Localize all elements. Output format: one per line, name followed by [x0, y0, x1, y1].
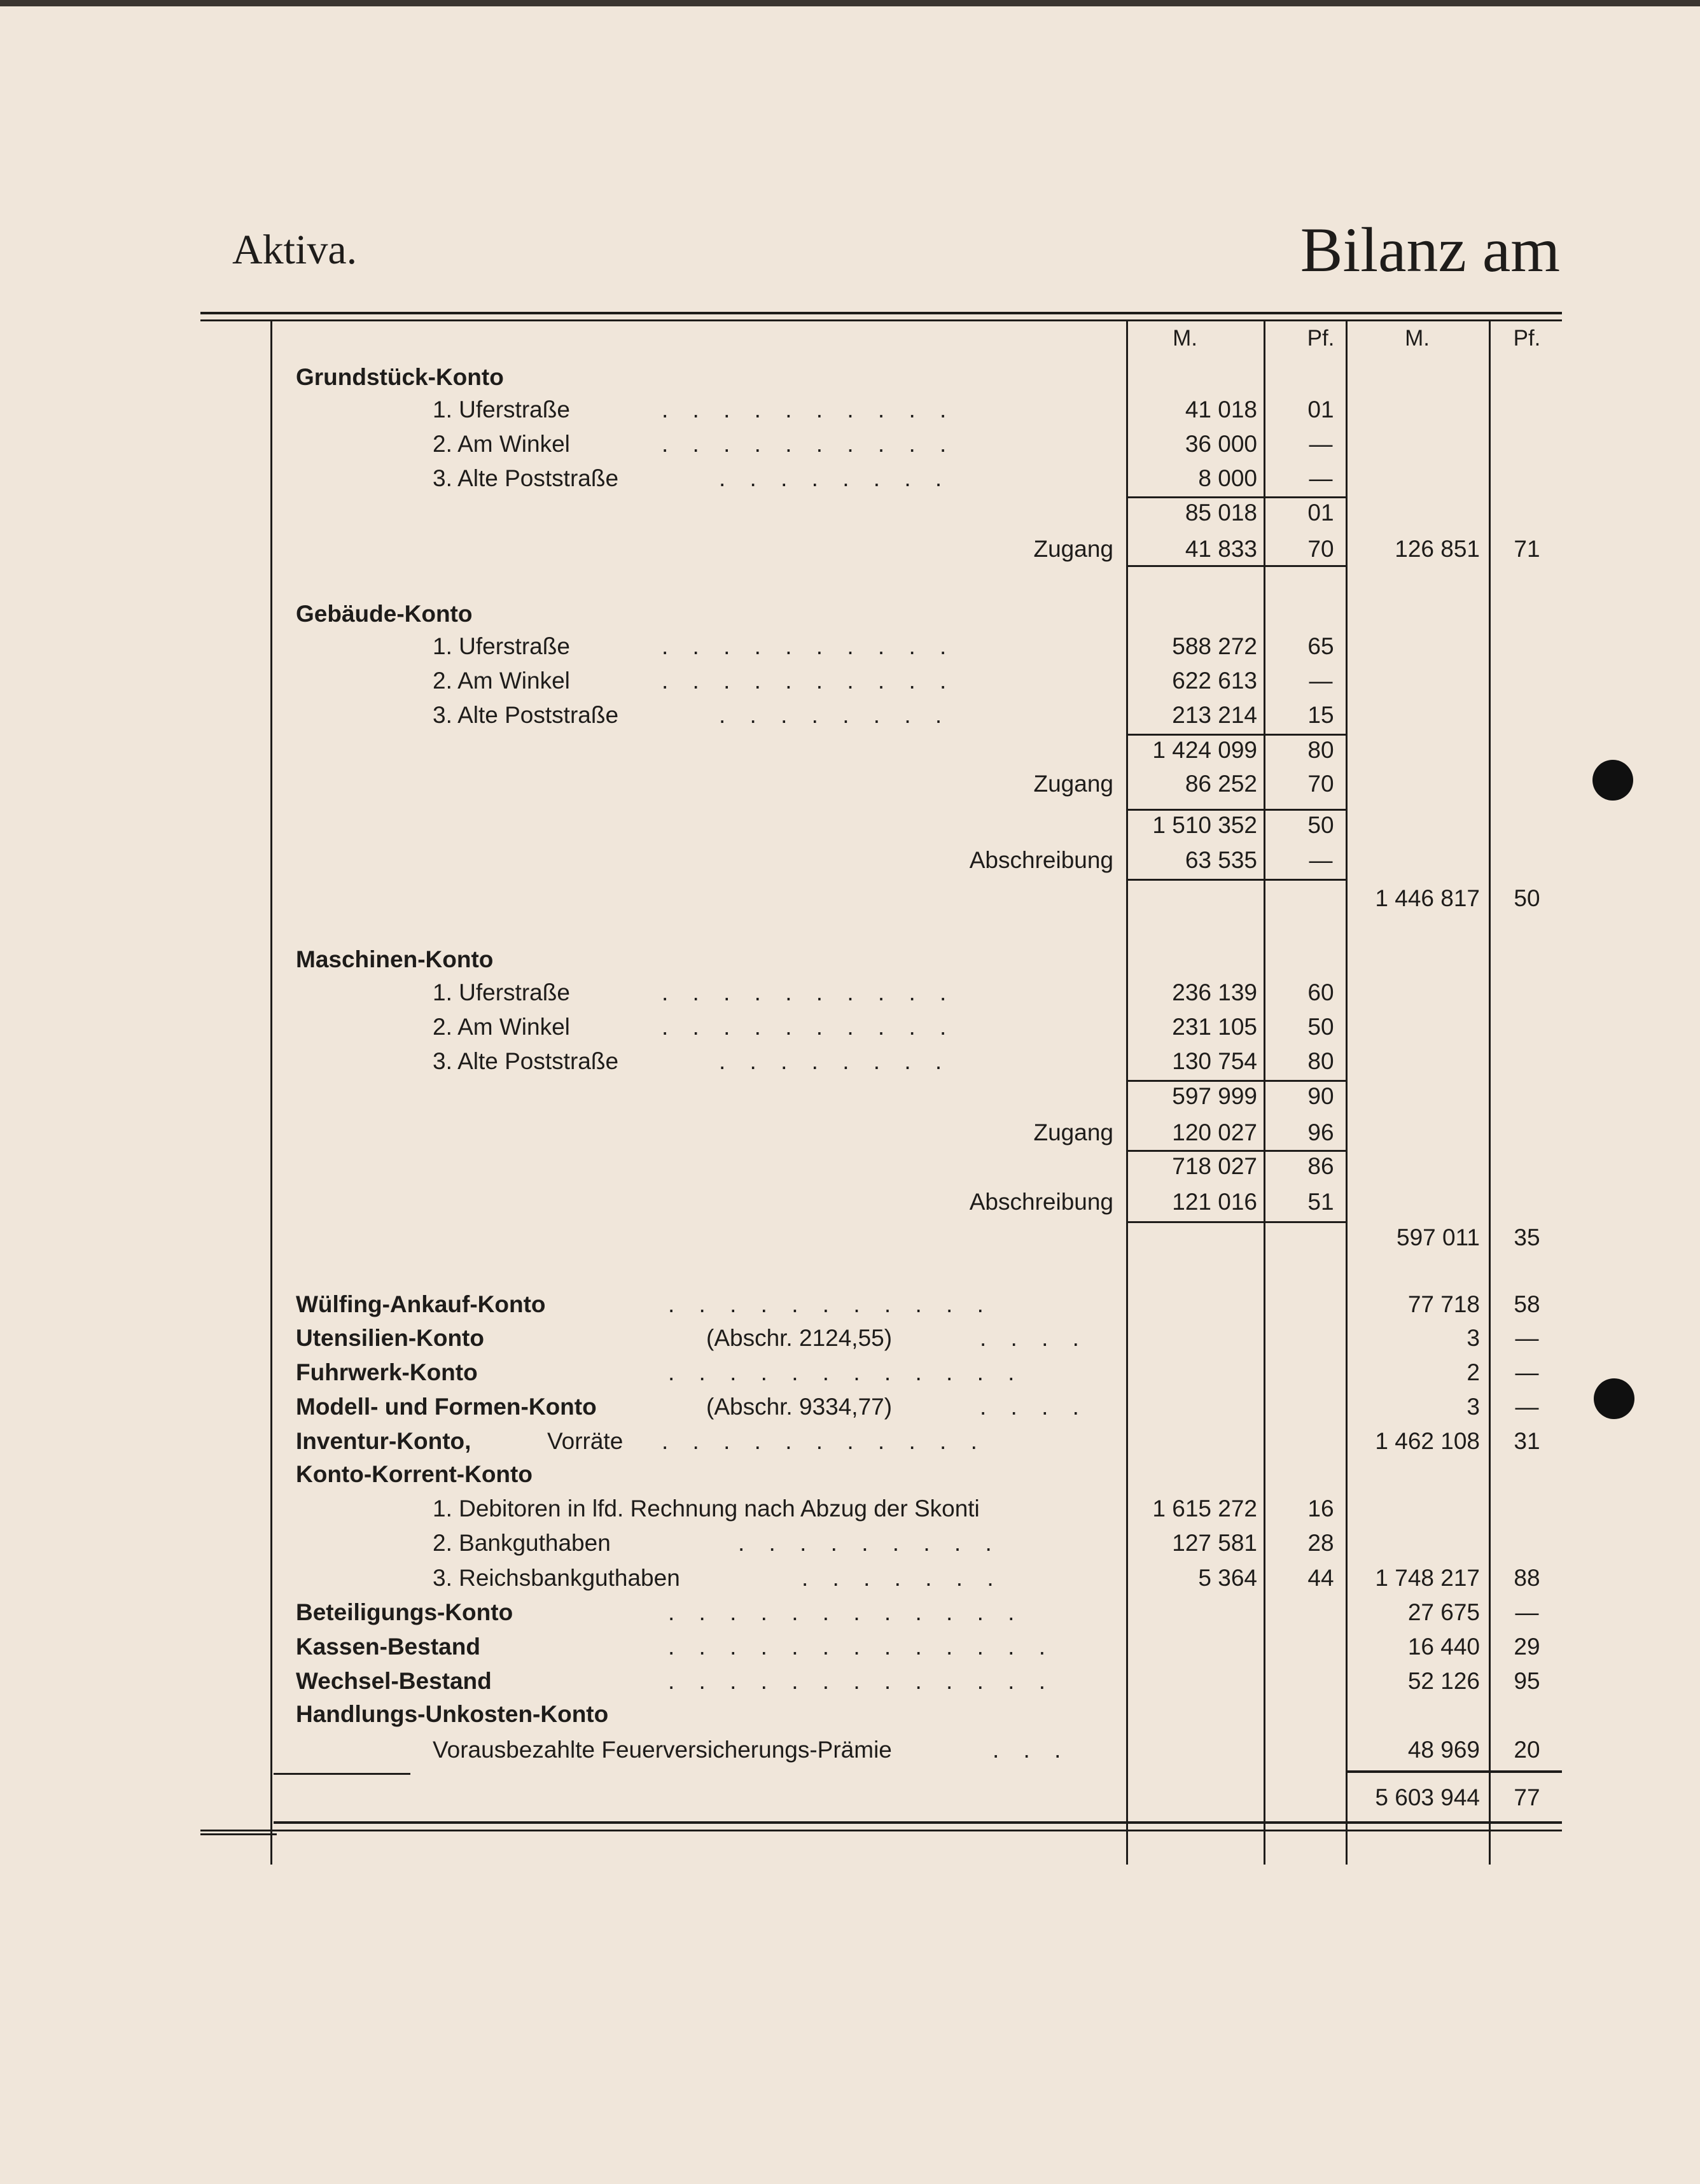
- table-row: [0, 394, 1700, 428]
- table-row: [0, 1665, 1700, 1700]
- account-label: Kassen-Bestand: [296, 1634, 480, 1660]
- header-mark-1: M.: [1173, 326, 1197, 351]
- table-row: [0, 1186, 1700, 1221]
- top-rule: [200, 319, 1562, 321]
- dot-leader: . . . . . . . . . . .: [668, 1291, 993, 1317]
- account-label: Utensilien-Konto: [296, 1325, 484, 1351]
- table-row: [0, 1222, 1700, 1256]
- table-row: [0, 1734, 1700, 1768]
- amount-mark-1: 130 754: [1172, 1048, 1257, 1074]
- table-row: [0, 665, 1700, 699]
- total-rule: [1346, 1770, 1562, 1773]
- amount-mark-2: 3: [1467, 1394, 1480, 1420]
- amount-pfennig-2: 58: [1514, 1291, 1540, 1317]
- amount-mark-2: 2: [1467, 1359, 1480, 1385]
- amount-mark-1: 85 018: [1185, 500, 1257, 526]
- amount-pfennig-2: 35: [1514, 1224, 1540, 1250]
- sub-item-label: 2. Am Winkel: [433, 668, 570, 694]
- amount-mark-1: 213 214: [1172, 702, 1257, 728]
- table-row: [0, 977, 1700, 1011]
- amount-mark-1: 120 027: [1172, 1119, 1257, 1145]
- sub-item-label: Vorräte: [547, 1428, 624, 1454]
- table-row: [0, 944, 1700, 978]
- amount-pfennig-1: 65: [1307, 633, 1334, 659]
- table-row: [0, 1425, 1700, 1460]
- amount-mark-1: 36 000: [1185, 431, 1257, 457]
- entry-label: Zugang: [1033, 536, 1113, 562]
- amount-pfennig-1: —: [1309, 668, 1333, 694]
- dot-leader: . . . . . . . . . . .: [662, 1428, 986, 1454]
- amount-mark-2: 77 718: [1407, 1291, 1480, 1317]
- sub-item-label: Vorausbezahlte Feuerversicherungs-Prämie: [433, 1737, 892, 1763]
- table-row: [0, 1527, 1700, 1562]
- amount-mark-2: 597 011: [1397, 1224, 1480, 1250]
- amount-pfennig-2: 95: [1514, 1668, 1540, 1694]
- table-row: [0, 1322, 1700, 1357]
- sub-item-label: 2. Bankguthaben: [433, 1530, 611, 1556]
- dot-leader: . . . . . . . . . . . . .: [668, 1634, 1054, 1660]
- account-label: Grundstück-Konto: [296, 364, 504, 390]
- entry-label: Abschreibung: [969, 1189, 1113, 1215]
- amount-mark-1: 63 535: [1185, 847, 1257, 873]
- amount-mark-1: 86 252: [1185, 771, 1257, 797]
- amount-mark-2: 126 851: [1395, 536, 1480, 562]
- table-row: [0, 533, 1700, 568]
- amount-mark-1: 121 016: [1172, 1189, 1257, 1215]
- dot-leader: . . . . . . . . . . . .: [668, 1359, 1024, 1385]
- dot-leader: . . . .: [980, 1394, 1088, 1420]
- amount-pfennig-1: 28: [1307, 1530, 1334, 1556]
- account-label: Beteiligungs-Konto: [296, 1599, 513, 1625]
- table-row: [0, 1631, 1700, 1665]
- amount-pfennig-1: 15: [1307, 702, 1334, 728]
- table-row: [0, 1289, 1700, 1323]
- amount-mark-1: 5 364: [1198, 1565, 1257, 1591]
- dot-leader: . . . . . . . . . .: [662, 979, 956, 1005]
- amount-pfennig-2: —: [1515, 1325, 1539, 1351]
- header-pfennig-1: Pf.: [1307, 326, 1335, 351]
- table-row: [0, 1081, 1700, 1115]
- table-row: [0, 1046, 1700, 1080]
- top-rule: [200, 312, 1562, 314]
- table-row: [0, 1562, 1700, 1597]
- bottom-rule: [200, 1830, 1562, 1831]
- table-row: [0, 463, 1700, 497]
- sub-item-label: 1. Uferstraße: [433, 633, 570, 659]
- amount-mark-1: 41 018: [1185, 396, 1257, 423]
- account-note: (Abschr. 2124,55): [706, 1325, 893, 1351]
- amount-pfennig-1: —: [1309, 431, 1333, 457]
- column-header-row: [0, 323, 1700, 358]
- amount-pfennig-1: —: [1309, 847, 1333, 873]
- account-label: Fuhrwerk-Konto: [296, 1359, 478, 1385]
- amount-pfennig-1: 96: [1307, 1119, 1334, 1145]
- total-rule: [274, 1773, 410, 1775]
- table-row: [0, 734, 1700, 769]
- account-note: (Abschr. 9334,77): [706, 1394, 893, 1420]
- amount-pfennig-1: 01: [1307, 396, 1334, 423]
- sub-item-label: 1. Debitoren in lfd. Rechnung nach Abzug der Skonti: [433, 1495, 980, 1522]
- amount-pfennig-1: 51: [1307, 1189, 1334, 1215]
- table-row: [0, 1011, 1700, 1046]
- amount-mark-1: 1 424 099: [1152, 737, 1257, 763]
- amount-pfennig-2: 31: [1514, 1428, 1540, 1454]
- dot-leader: . . . . . . . . . .: [662, 1014, 956, 1040]
- header-mark-2: M.: [1405, 326, 1430, 351]
- table-row: [0, 631, 1700, 665]
- header-pfennig-2: Pf.: [1513, 326, 1541, 351]
- dot-leader: . . . . . . . . . .: [662, 633, 956, 659]
- amount-pfennig-1: 01: [1307, 500, 1334, 526]
- dot-leader: . . . . . . . . . .: [662, 396, 956, 423]
- table-row: [0, 361, 1700, 396]
- aktiva-heading: Aktiva.: [232, 227, 358, 273]
- sub-item-label: 1. Uferstraße: [433, 979, 570, 1005]
- amount-pfennig-2: —: [1515, 1599, 1539, 1625]
- table-row: [0, 1117, 1700, 1151]
- amount-mark-2: 27 675: [1407, 1599, 1480, 1625]
- table-row: [0, 497, 1700, 531]
- dot-leader: . . . . . . . . . .: [662, 668, 956, 694]
- amount-pfennig-2: 77: [1514, 1784, 1540, 1810]
- amount-pfennig-2: 50: [1514, 885, 1540, 911]
- sub-item-label: 2. Am Winkel: [433, 431, 570, 457]
- table-row: [0, 1357, 1700, 1391]
- table-row: [0, 1782, 1700, 1816]
- table-row: [0, 809, 1700, 844]
- sub-item-label: 3. Reichsbankguthaben: [433, 1565, 680, 1591]
- amount-pfennig-2: 29: [1514, 1634, 1540, 1660]
- amount-mark-1: 718 027: [1172, 1153, 1257, 1179]
- entry-label: Zugang: [1033, 771, 1113, 797]
- account-label: Wülfing-Ankauf-Konto: [296, 1291, 546, 1317]
- amount-pfennig-1: 16: [1307, 1495, 1334, 1522]
- amount-pfennig-1: 86: [1307, 1153, 1334, 1179]
- amount-pfennig-1: 70: [1307, 771, 1334, 797]
- bilanz-heading: Bilanz am: [1300, 214, 1560, 285]
- table-row: [0, 428, 1700, 463]
- amount-pfennig-2: —: [1515, 1359, 1539, 1385]
- amount-pfennig-2: 20: [1514, 1737, 1540, 1763]
- amount-pfennig-1: 70: [1307, 536, 1334, 562]
- dot-leader: . . . . . . . . .: [738, 1530, 1001, 1556]
- table-row: [0, 883, 1700, 917]
- table-row: [0, 1151, 1700, 1185]
- amount-pfennig-1: 80: [1307, 737, 1334, 763]
- dot-leader: . . . . . . . . . . . . .: [668, 1668, 1054, 1694]
- account-label: Gebäude-Konto: [296, 601, 473, 627]
- amount-mark-1: 1 510 352: [1152, 812, 1257, 838]
- sub-item-label: 3. Alte Poststraße: [433, 465, 619, 491]
- account-label: Handlungs-Unkosten-Konto: [296, 1701, 609, 1727]
- amount-mark-2: 3: [1467, 1325, 1480, 1351]
- amount-mark-1: 8 000: [1198, 465, 1257, 491]
- amount-mark-2: 1 462 108: [1375, 1428, 1480, 1454]
- amount-mark-1: 231 105: [1172, 1014, 1257, 1040]
- amount-mark-1: 588 272: [1172, 633, 1257, 659]
- dot-leader: . . . . . . . .: [719, 465, 951, 491]
- top-edge: [0, 0, 1700, 6]
- amount-mark-1: 622 613: [1172, 668, 1257, 694]
- dot-leader: . . .: [993, 1737, 1070, 1763]
- amount-mark-2: 52 126: [1407, 1668, 1480, 1694]
- amount-pfennig-2: 71: [1514, 536, 1540, 562]
- sub-item-label: 1. Uferstraße: [433, 396, 570, 423]
- amount-mark-2: 1 446 817: [1375, 885, 1480, 911]
- entry-label: Abschreibung: [969, 847, 1113, 873]
- dot-leader: . . . .: [980, 1325, 1088, 1351]
- amount-pfennig-1: 60: [1307, 979, 1334, 1005]
- dot-leader: . . . . . . . .: [719, 702, 951, 728]
- amount-pfennig-2: 88: [1514, 1565, 1540, 1591]
- table-row: [0, 1597, 1700, 1631]
- account-label: Inventur-Konto,: [296, 1428, 471, 1454]
- amount-mark-2: 5 603 944: [1375, 1784, 1480, 1810]
- dot-leader: . . . . . . . . . .: [662, 431, 956, 457]
- table-row: [0, 699, 1700, 734]
- sub-item-label: 3. Alte Poststraße: [433, 1048, 619, 1074]
- table-row: [0, 1698, 1700, 1733]
- amount-mark-1: 1 615 272: [1152, 1495, 1257, 1522]
- table-row: [0, 1391, 1700, 1425]
- table-row: [0, 844, 1700, 879]
- dot-leader: . . . . . . .: [802, 1565, 1003, 1591]
- account-label: Konto-Korrent-Konto: [296, 1461, 533, 1487]
- dot-leader: . . . . . . . .: [719, 1048, 951, 1074]
- table-row: [0, 1459, 1700, 1493]
- sub-item-label: 2. Am Winkel: [433, 1014, 570, 1040]
- amount-pfennig-1: 50: [1307, 1014, 1334, 1040]
- table-row: [0, 1493, 1700, 1527]
- amount-mark-2: 1 748 217: [1375, 1565, 1480, 1591]
- amount-mark-1: 597 999: [1172, 1083, 1257, 1109]
- bottom-rule: [274, 1821, 1562, 1824]
- amount-pfennig-1: —: [1309, 465, 1333, 491]
- amount-pfennig-1: 50: [1307, 812, 1334, 838]
- amount-pfennig-1: 90: [1307, 1083, 1334, 1109]
- amount-mark-1: 127 581: [1172, 1530, 1257, 1556]
- entry-label: Zugang: [1033, 1119, 1113, 1145]
- account-label: Wechsel-Bestand: [296, 1668, 492, 1694]
- amount-pfennig-1: 80: [1307, 1048, 1334, 1074]
- dot-leader: . . . . . . . . . . . .: [668, 1599, 1024, 1625]
- amount-mark-2: 48 969: [1407, 1737, 1480, 1763]
- sub-item-label: 3. Alte Poststraße: [433, 702, 619, 728]
- bottom-rule: [200, 1833, 277, 1835]
- amount-pfennig-2: —: [1515, 1394, 1539, 1420]
- subtotal-rule: [1126, 879, 1346, 881]
- account-label: Modell- und Formen-Konto: [296, 1394, 597, 1420]
- amount-pfennig-1: 44: [1307, 1565, 1334, 1591]
- table-row: [0, 598, 1700, 633]
- amount-mark-1: 236 139: [1172, 979, 1257, 1005]
- amount-mark-1: 41 833: [1185, 536, 1257, 562]
- account-label: Maschinen-Konto: [296, 946, 494, 972]
- amount-mark-2: 16 440: [1407, 1634, 1480, 1660]
- table-row: [0, 768, 1700, 802]
